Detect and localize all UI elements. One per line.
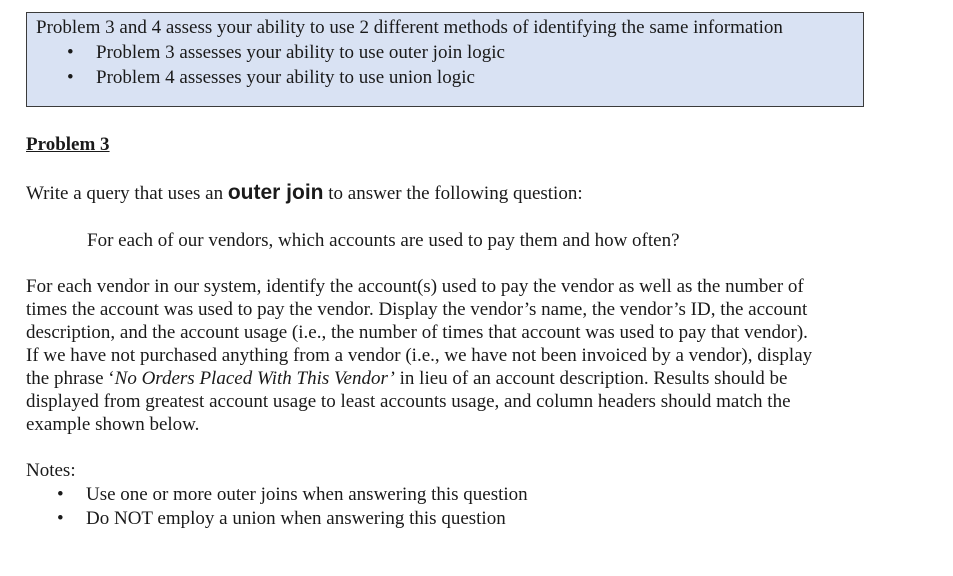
intro-text-before: Write a query that uses an [26,183,228,204]
assessment-notice-box [26,12,864,107]
notice-item-label: Problem 3 assesses your ability to use outer join logic [96,42,505,63]
notes-label: Notes: [26,460,76,481]
bullet-icon: • [67,67,74,88]
description-line: description, and the account usage (i.e., the number of times that account was used to pay that vendor). [26,322,808,343]
problem-intro [26,180,583,207]
description-line: If we have not purchased anything from a vendor (i.e., we have not been invoiced by a vendor), display [26,345,813,366]
intro-keyword: outer join [227,181,324,204]
note-item-label: Do NOT employ a union when answering this question [86,508,506,529]
no-orders-phrase: No Orders Placed With This Vendor’ [114,368,395,389]
notice-item-label: Problem 4 assesses your ability to use union logic [96,67,475,88]
bullet-icon: • [57,484,64,505]
description-line: displayed from greatest account usage to least accounts usage, and column headers should match the [26,391,791,412]
notice-item-union [36,65,863,90]
note-item-no-union [26,507,528,531]
description-line: example shown below. [26,414,200,435]
description-phrase-line [26,367,876,390]
bullet-icon: • [57,508,64,529]
intro-text-after: to answer the following question: [323,183,583,204]
description-line: For each vendor in our system, identify the account(s) used to pay the vendor as well as the number of [26,276,804,297]
problem-question: For each of our vendors, which accounts are used to pay them and how often? [87,230,680,251]
note-item-label: Use one or more outer joins when answering this question [86,484,528,505]
phrase-before: the phrase ‘ [26,368,115,389]
note-item-outer-joins [26,483,528,507]
phrase-after: in lieu of an account description. Results should be [394,368,788,389]
notes-list [26,483,528,531]
notice-item-outer-join [36,40,863,65]
bullet-icon: • [67,42,74,63]
description-line: times the account was used to pay the vendor. Display the vendor’s name, the vendor’s ID, the account [26,299,808,320]
notice-intro: Problem 3 and 4 assess your ability to use 2 different methods of identifying the same information [36,17,783,38]
notice-list [36,40,863,90]
problem-description [26,275,876,436]
problem-heading: Problem 3 [26,134,110,155]
